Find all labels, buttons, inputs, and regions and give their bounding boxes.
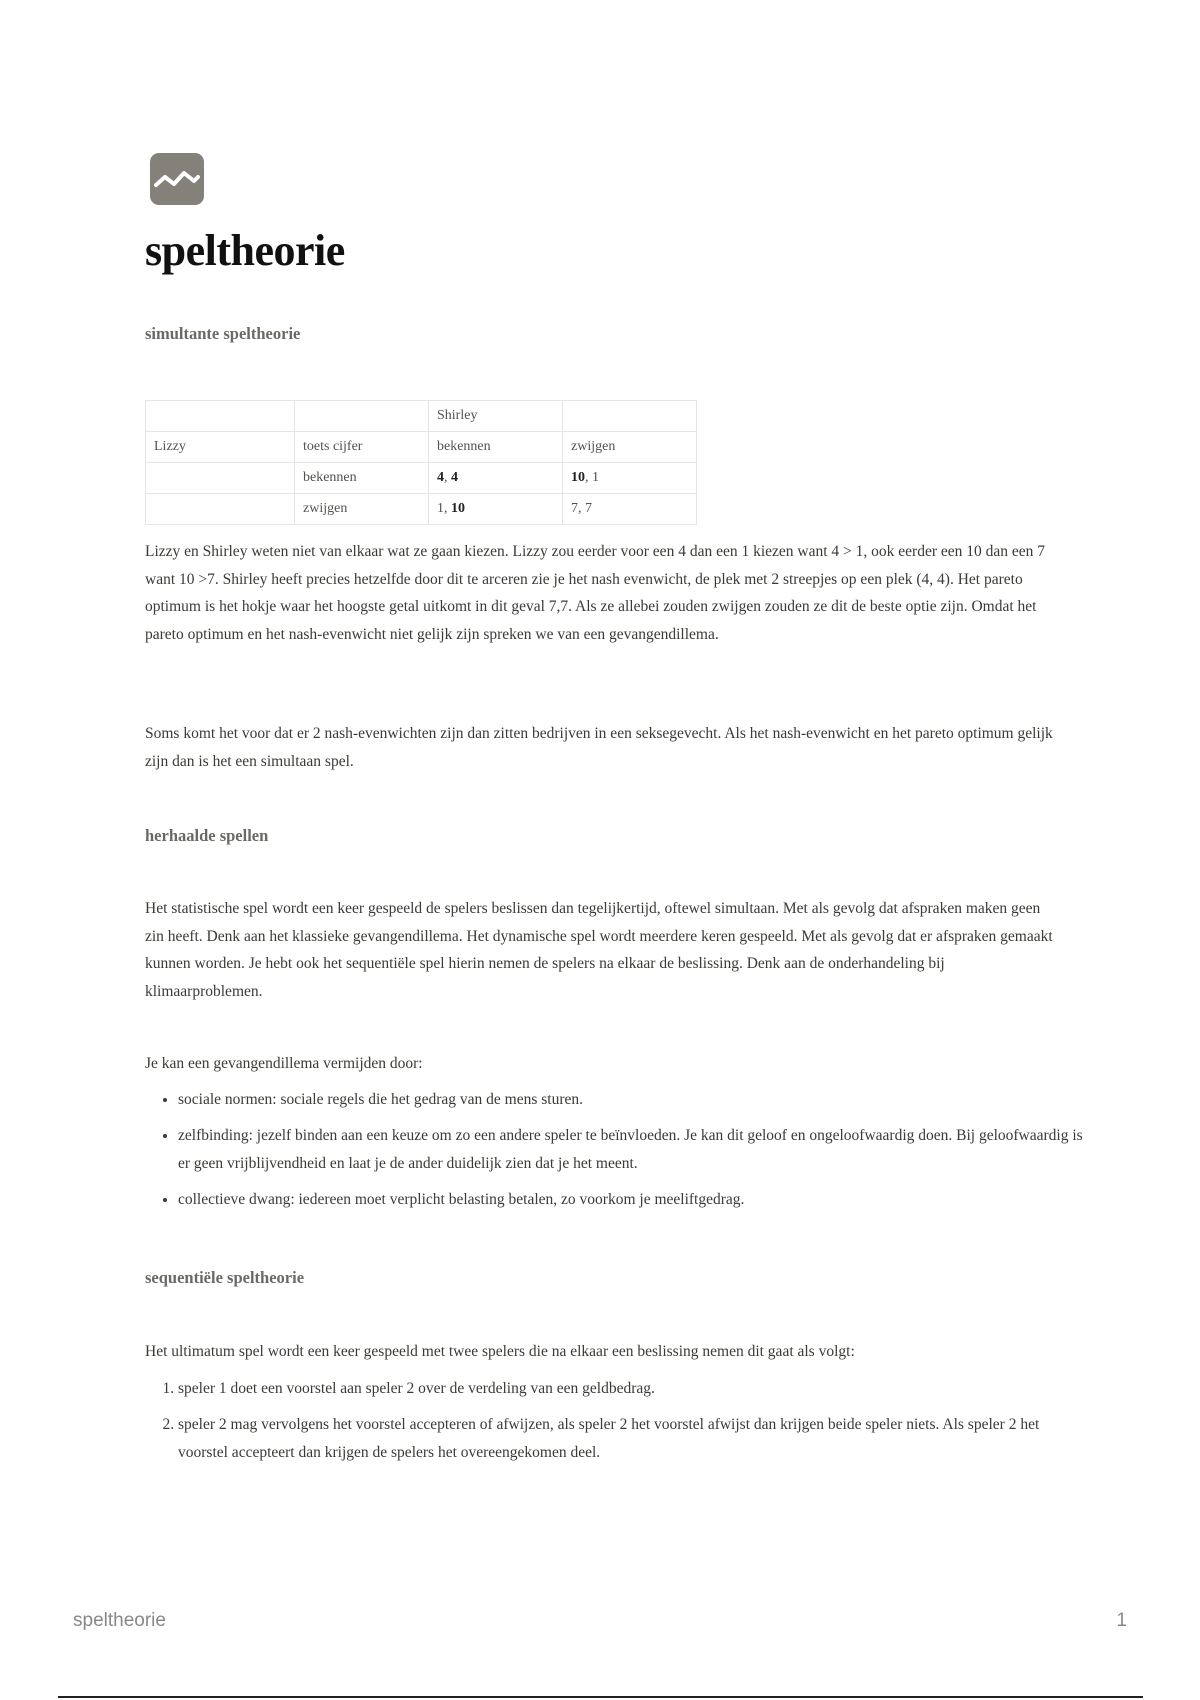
list-item: • zelfbinding: jezelf binden aan een keuze om zo een andere speler te beïnvloeden. Je kan dit geloof en ongeloofwaardig doen. Bij geloofwaardig is er geen vrijblijvendheid en laat je de ander duidelijk zien dat je het meent.	[178, 1122, 1088, 1178]
ultimatum-steps-list	[145, 1375, 1088, 1475]
list-item: 2. speler 2 mag vervolgens het voorstel accepteren of afwijzen, als speler 2 het voorstel afwijst dan krijgen beide speler niets. Als speler 2 het voorstel accepteert dan krijgen de spelers het overeengekomen deel.	[178, 1411, 1088, 1467]
table-cell: 7, 7	[563, 494, 697, 525]
list-item: • sociale normen: sociale regels die het gedrag van de mens sturen.	[178, 1086, 1088, 1114]
table-cell: 1, 10	[429, 494, 563, 525]
payoff-value: 4	[437, 470, 444, 485]
table-cell	[146, 401, 295, 432]
table-cell	[146, 463, 295, 494]
section-heading-sequential: sequentiële speltheorie	[145, 1268, 305, 1287]
table-cell	[295, 401, 429, 432]
paragraph-avoid-dilemma: Je kan een gevangendillema vermijden door:	[145, 1055, 423, 1072]
table-cell: 4, 4	[429, 463, 563, 494]
paragraph-ultimatum-game: Het ultimatum spel wordt een keer gespeeld met twee spelers die na elkaar een beslissing nemen dit gaat als volgt:	[145, 1343, 855, 1360]
paragraph-nash-explanation: Lizzy en Shirley weten niet van elkaar wat ze gaan kiezen. Lizzy zou eerder voor een 4 dan een 1 kiezen want 4 > 1, ook eerder een 10 dan een 7 want 10 >7. Shirley heeft precies hetzelfde door dit te arceren zie je het nash evenwicht, de plek met 2 streepjes op een plek (4, 4). Het pareto optimum is het hokje waar het hoogste getal uitkomt in dit geval 7,7. Als ze allebei zouden zwijgen zouden ze dit de beste optie zijn. Omdat het pareto optimum en het nash-evenwicht niet gelijk zijn spreken we van een gevangendillema.	[145, 543, 1046, 643]
table-cell: Shirley	[429, 401, 563, 432]
table-cell: zwijgen	[295, 494, 429, 525]
table-cell: Lizzy	[146, 432, 295, 463]
payoff-value: 10	[571, 470, 585, 485]
divider	[58, 1696, 1143, 1698]
payoff-value: 1	[437, 501, 444, 516]
paragraph-game-types: Het statistische spel wordt een keer gespeeld de spelers beslissen dan tegelijkertijd, oftewel simultaan. Met als gevolg dat afspraken maken geen zin heeft. Denk aan het klassieke gevangendillema. Het dynamische spel wordt meerdere keren gespeeld. Met als gevolg dat er afspraken gemaakt kunnen worden. Je hebt ook het sequentiële spel hierin nemen de spelers na elkaar de beslissing. Denk aan de onderhandeling bij klimaarproblemen.	[145, 900, 1053, 1000]
payoff-value: 10	[451, 501, 465, 516]
payoff-value: 4	[451, 470, 458, 485]
table-cell: bekennen	[295, 463, 429, 494]
avoid-dilemma-list	[145, 1086, 1088, 1222]
table-row	[146, 463, 697, 494]
table-cell	[146, 494, 295, 525]
table-cell: 10, 1	[563, 463, 697, 494]
table-row	[146, 401, 697, 432]
table-cell	[563, 401, 697, 432]
footer-title: speltheorie	[73, 1610, 166, 1631]
page-title: speltheorie	[145, 226, 345, 275]
paragraph-battle-of-sexes: Soms komt het voor dat er 2 nash-evenwichten zijn dan zitten bedrijven in een seksegevecht. Als het nash-evenwicht en het pareto optimum gelijk zijn dan is het een simultaan spel.	[145, 725, 1053, 770]
page-number: 1	[1116, 1610, 1127, 1631]
table-cell: bekennen	[429, 432, 563, 463]
section-heading-simultaneous: simultante speltheorie	[145, 324, 301, 343]
payoff-table	[145, 400, 697, 525]
table-cell: zwijgen	[563, 432, 697, 463]
table-cell: toets cijfer	[295, 432, 429, 463]
chart-line-icon	[150, 153, 204, 205]
table-row	[146, 494, 697, 525]
payoff-value: 1	[592, 470, 599, 485]
list-item: • collectieve dwang: iedereen moet verplicht belasting betalen, zo voorkom je meeliftgedrag.	[178, 1186, 1088, 1214]
section-heading-repeated: herhaalde spellen	[145, 826, 269, 845]
list-item: 1. speler 1 doet een voorstel aan speler 2 over de verdeling van een geldbedrag.	[178, 1375, 1088, 1403]
table-row	[146, 432, 697, 463]
